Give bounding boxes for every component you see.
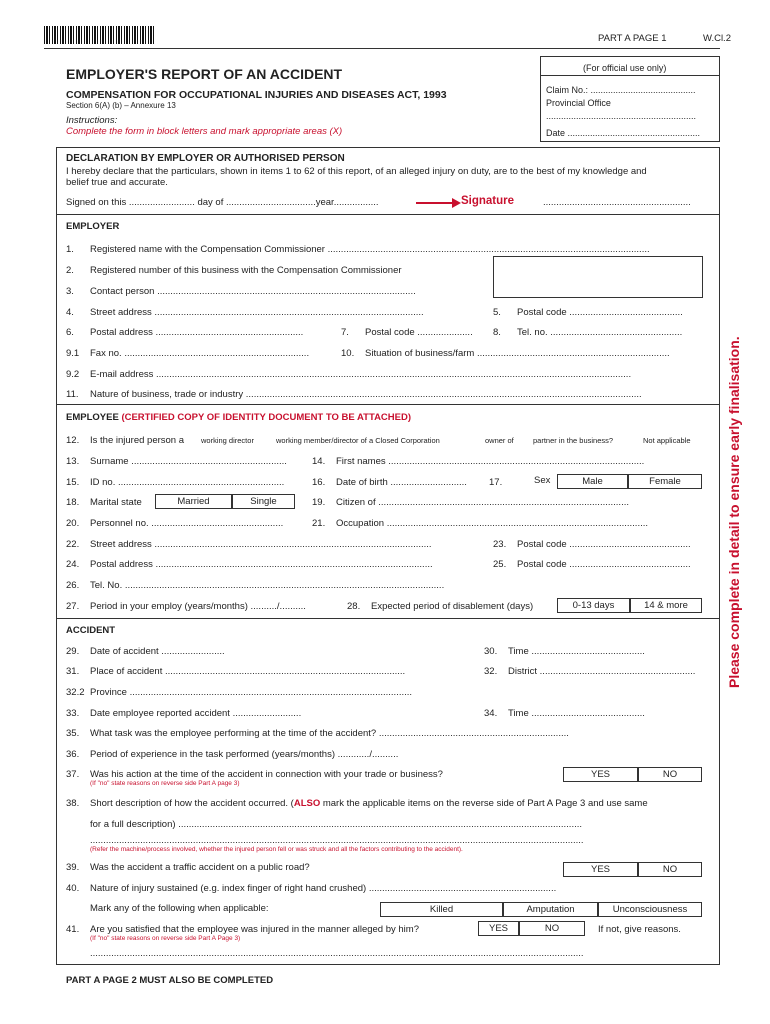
claim-no-field[interactable]: Claim No.: .......................................... <box>546 85 696 95</box>
employee-item-21[interactable]: 21. Occupation ................................................................................................... <box>312 518 648 529</box>
employee-item-25[interactable]: 25. Postal code .............................................. <box>493 559 691 570</box>
instructions-text: Complete the form in block letters and mark appropriate areas (X) <box>66 126 343 137</box>
employee-item-15[interactable]: 15. ID no. ............................................................... <box>66 477 285 488</box>
provincial-office-label: Provincial Office <box>546 98 611 108</box>
registered-number-box[interactable] <box>493 256 703 298</box>
item-39-yes-option[interactable]: YES <box>563 862 638 877</box>
accident-item-33[interactable]: 33. Date employee reported accident .......................... <box>66 708 302 719</box>
employee-item-16[interactable]: 16. Date of birth ............................. <box>312 477 467 488</box>
employee-item-24[interactable]: 24. Postal address ......................................................................................................... <box>66 559 433 570</box>
marital-single-option[interactable]: Single <box>232 494 295 509</box>
employee-item-12: 12. Is the injured person a <box>66 435 185 446</box>
employer-item-9-2[interactable]: 9.2 E-mail address .................................................................................................................................................................................... <box>66 369 632 380</box>
arrow-head-icon <box>452 198 461 208</box>
accident-item-39: 39. Was the accident a traffic accident on a public road? <box>66 862 310 873</box>
accident-item-40[interactable]: 40. Nature of injury sustained (e.g. index finger of right hand crushed) ....................................................................... <box>66 883 557 894</box>
act-title: COMPENSATION FOR OCCUPATIONAL INJURIES AND DISEASES ACT, 1993 <box>66 89 447 101</box>
employee-item-19[interactable]: 19. Citizen of ............................................................................................... <box>312 497 629 508</box>
accident-heading: ACCIDENT <box>66 625 116 636</box>
give-reasons-label: If not, give reasons. <box>598 924 681 935</box>
side-note: Please complete in detail to ensure early finalisation. <box>726 336 742 688</box>
accident-item-32-2[interactable]: 32.2 Province ........................................................................................................... <box>66 687 413 698</box>
declaration-heading: DECLARATION BY EMPLOYER OR AUTHORISED PERSON <box>66 153 345 164</box>
signature-label: Signature <box>461 195 515 207</box>
employee-item-14[interactable]: 14. First names ................................................................................................. <box>312 456 645 467</box>
accident-item-30[interactable]: 30. Time ........................................... <box>484 646 645 657</box>
item-37-no-option[interactable]: NO <box>638 767 702 782</box>
item-41-note: (If "no" state reasons on reverse side Part A Page 3) <box>90 935 241 942</box>
employee-item-17: 17. <box>489 477 503 488</box>
item-38-description-field[interactable]: for a full description) ......................................................................................................................................................... <box>90 819 583 830</box>
opt-working-director[interactable]: working director <box>201 436 254 445</box>
item-41-no-option[interactable]: NO <box>519 921 585 936</box>
part-page-label: PART A PAGE 1 <box>598 33 667 44</box>
employer-item-2: 2. Registered number of this business with the Compensation Commissioner <box>66 265 402 276</box>
disablement-14-more-option[interactable]: 14 & more <box>630 598 702 613</box>
disablement-0-13-option[interactable]: 0-13 days <box>557 598 630 613</box>
item-41-yes-option[interactable]: YES <box>478 921 519 936</box>
employee-item-18: 18. Marital state <box>66 497 142 508</box>
employee-item-28: 28. Expected period of disablement (days) <box>347 601 534 612</box>
employer-item-5[interactable]: 5. Postal code ........................................... <box>493 307 683 318</box>
declaration-text-2: belief true and accurate. <box>66 177 168 188</box>
employer-item-4[interactable]: 4. Street address ...................................................................................................... <box>66 307 424 318</box>
official-use-label: (For official use only) <box>583 63 667 73</box>
accident-item-35[interactable]: 35. What task was the employee performing at the time of the accident? ........................................................................ <box>66 728 569 739</box>
employer-item-6[interactable]: 6. Postal address ........................................................ <box>66 327 304 338</box>
signature-field[interactable]: ........................................................ <box>543 197 691 208</box>
signed-on-field[interactable]: Signed on this ......................... day of ..................................year................. <box>66 197 379 208</box>
employer-heading: EMPLOYER <box>66 221 120 232</box>
instructions-label: Instructions: <box>66 115 118 126</box>
accident-item-37: 37. Was his action at the time of the accident in connection with your trade or business? <box>66 769 443 780</box>
employer-item-1[interactable]: 1. Registered name with the Compensation Commissioner .......................................................................................................................... <box>66 244 650 255</box>
accident-item-38: 38. Short description of how the accident occurred. (ALSO mark the applicable items on the reverse side of Part A Page 3 and use same <box>66 798 648 809</box>
item-41-reasons-field[interactable]: ........................................................................................................................................................................................... <box>90 948 584 959</box>
item-38-note: (Refer the machine/process involved, whether the injured person fell or was struck and all the factors contributing to the accident). <box>90 846 463 853</box>
employee-item-22[interactable]: 22. Street address ......................................................................................................... <box>66 539 432 550</box>
marital-married-option[interactable]: Married <box>155 494 232 509</box>
employee-item-26[interactable]: 26. Tel. No. ......................................................................................................................... <box>66 580 445 591</box>
provincial-office-field[interactable]: ............................................................ <box>546 111 697 121</box>
official-date-field[interactable]: Date ..................................................... <box>546 128 701 138</box>
employer-item-7[interactable]: 7. Postal code ..................... <box>341 327 473 338</box>
opt-cc-member[interactable]: working member/director of a Closed Corporation <box>276 436 440 445</box>
accident-item-34[interactable]: 34. Time ........................................... <box>484 708 645 719</box>
employee-item-13[interactable]: 13. Surname ........................................................... <box>66 456 287 467</box>
employee-item-23[interactable]: 23. Postal code .............................................. <box>493 539 691 550</box>
sex-male-option[interactable]: Male <box>557 474 628 489</box>
sex-female-option[interactable]: Female <box>628 474 702 489</box>
item-38-dots[interactable]: ........................................................................................................................................................................................... <box>90 835 584 846</box>
employee-item-20[interactable]: 20. Personnel no. .................................................. <box>66 518 284 529</box>
accident-item-31[interactable]: 31. Place of accident ........................................................................................... <box>66 666 406 677</box>
accident-item-32[interactable]: 32. District ........................................................... <box>484 666 696 677</box>
mark-applicable-label: Mark any of the following when applicable: <box>90 903 269 914</box>
barcode <box>44 26 156 44</box>
form-title: EMPLOYER'S REPORT OF AN ACCIDENT <box>66 66 343 82</box>
sex-label: Sex <box>534 475 551 486</box>
employer-item-8[interactable]: 8. Tel. no. .................................................. <box>493 327 683 338</box>
amputation-option[interactable]: Amputation <box>503 902 598 917</box>
footer-note: PART A PAGE 2 MUST ALSO BE COMPLETED <box>66 975 274 986</box>
arrow-right-icon <box>416 202 456 204</box>
item-39-no-option[interactable]: NO <box>638 862 702 877</box>
killed-option[interactable]: Killed <box>380 902 503 917</box>
item-37-yes-option[interactable]: YES <box>563 767 638 782</box>
employer-item-9-1[interactable]: 9.1 Fax no. ...................................................................... <box>66 348 310 359</box>
accident-item-41: 41. Are you satisfied that the employee was injured in the manner alleged by him? <box>66 924 419 935</box>
section-ref: Section 6(A) (b) – Annexure 13 <box>66 101 176 110</box>
opt-partner[interactable]: partner in the business? <box>533 436 614 445</box>
accident-item-36[interactable]: 36. Period of experience in the task performed (years/months) ............/.......... <box>66 749 399 760</box>
employer-item-3[interactable]: 3. Contact person .................................................................................................. <box>66 286 416 297</box>
employer-item-11[interactable]: 11. Nature of business, trade or industry ...................................................................................................................................................... <box>66 389 642 400</box>
opt-not-applicable[interactable]: Not applicable <box>643 436 691 445</box>
accident-item-29[interactable]: 29. Date of accident ........................ <box>66 646 225 657</box>
opt-owner[interactable]: owner of <box>485 436 514 445</box>
declaration-text-1: I hereby declare that the particulars, shown in items 1 to 62 of this report, of an alleged injury on duty, are to the best of my knowledge and <box>66 166 647 177</box>
employee-heading: EMPLOYEE (CERTIFIED COPY OF IDENTITY DOCUMENT TO BE ATTACHED) <box>66 412 412 423</box>
employee-item-27[interactable]: 27. Period in your employ (years/months) ........../.......... <box>66 601 306 612</box>
unconsciousness-option[interactable]: Unconsciousness <box>598 902 702 917</box>
form-code: W.Cl.2 <box>703 33 731 44</box>
item-37-note: (If "no" state reasons on reverse side Part A page 3) <box>90 780 240 787</box>
employer-item-10[interactable]: 10. Situation of business/farm ......................................................................... <box>341 348 670 359</box>
